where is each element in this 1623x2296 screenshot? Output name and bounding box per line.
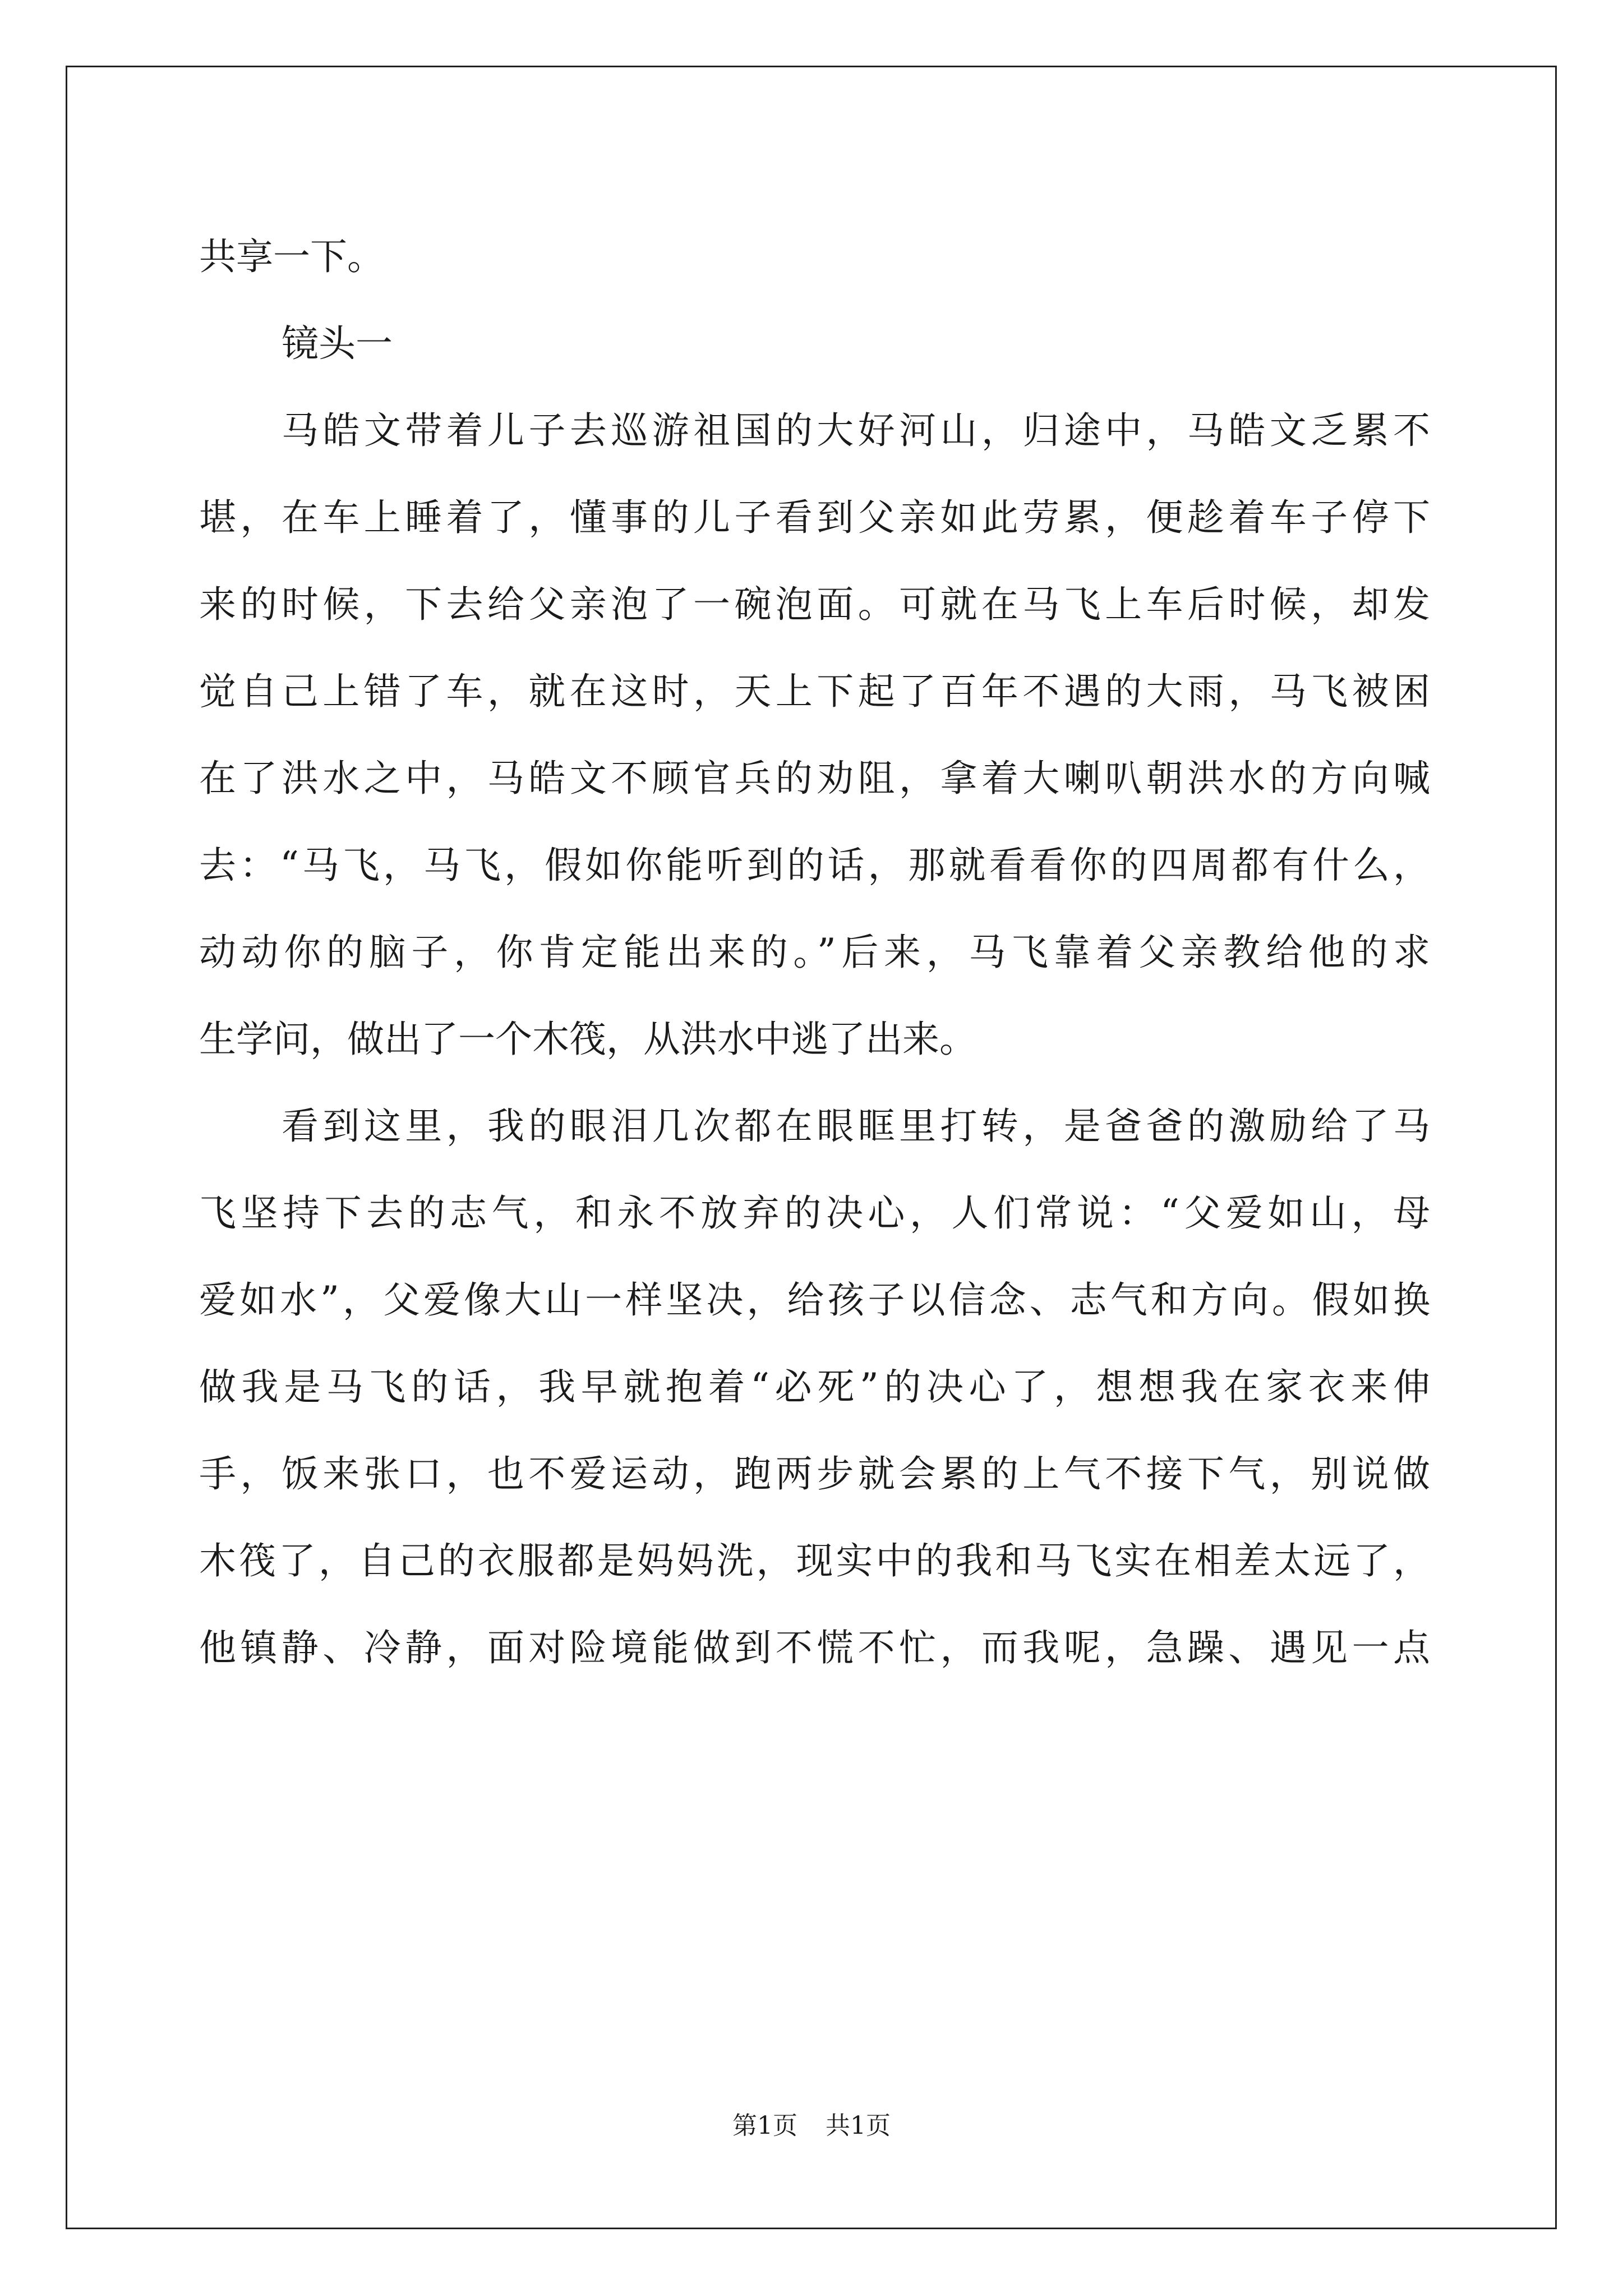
- text-line: 看到这里，我的眼泪几次都在眼眶里打转，是爸爸的激励给了马: [282, 1105, 1430, 1148]
- text-line: 觉自己上错了车，就在这时，天上下起了百年不遇的大雨，马飞被困: [199, 670, 1430, 713]
- text-line: 爱如水”，父爱像大山一样坚决，给孩子以信念、志气和方向。假如换: [199, 1278, 1430, 1322]
- page-total: 共1页: [826, 2111, 891, 2140]
- text-line: 他镇静、冷静，面对险境能做到不慌不忙，而我呢，急躁、遇见一点: [199, 1626, 1430, 1669]
- text-line: 马皓文带着儿子去巡游祖国的大好河山，归途中，马皓文乏累不: [282, 409, 1430, 452]
- section-heading: 镜头一: [282, 322, 393, 365]
- text-line: 堪，在车上睡着了，懂事的儿子看到父亲如此劳累，便趁着车子停下: [199, 496, 1430, 539]
- text-line: 共享一下。: [199, 235, 384, 278]
- text-line: 在了洪水之中，马皓文不顾官兵的劝阻，拿着大喇叭朝洪水的方向喊: [199, 757, 1430, 800]
- page-footer: [0, 2109, 1623, 2143]
- text-line: 做我是马飞的话，我早就抱着“必死”的决心了，想想我在家衣来伸: [199, 1365, 1430, 1409]
- text-line: 动动你的脑子，你肯定能出来的。”后来，马飞靠着父亲教给他的求: [199, 931, 1430, 974]
- text-line: 手，饭来张口，也不爱运动，跑两步就会累的上气不接下气，别说做: [199, 1452, 1430, 1496]
- text-line: 生学问，做出了一个木筏，从洪水中逃了出来。: [199, 1018, 976, 1061]
- text-line: 来的时候，下去给父亲泡了一碗泡面。可就在马飞上车后时候，却发: [199, 583, 1430, 626]
- text-line: 去：“马飞，马飞，假如你能听到的话，那就看看你的四周都有什么，: [199, 844, 1430, 887]
- page-number: 第1页: [732, 2111, 797, 2140]
- text-line: 木筏了，自己的衣服都是妈妈洗，现实中的我和马飞实在相差太远了，: [199, 1539, 1430, 1582]
- text-line: 飞坚持下去的志气，和永不放弃的决心，人们常说：“父爱如山，母: [199, 1191, 1430, 1235]
- document-body: [199, 213, 1430, 1691]
